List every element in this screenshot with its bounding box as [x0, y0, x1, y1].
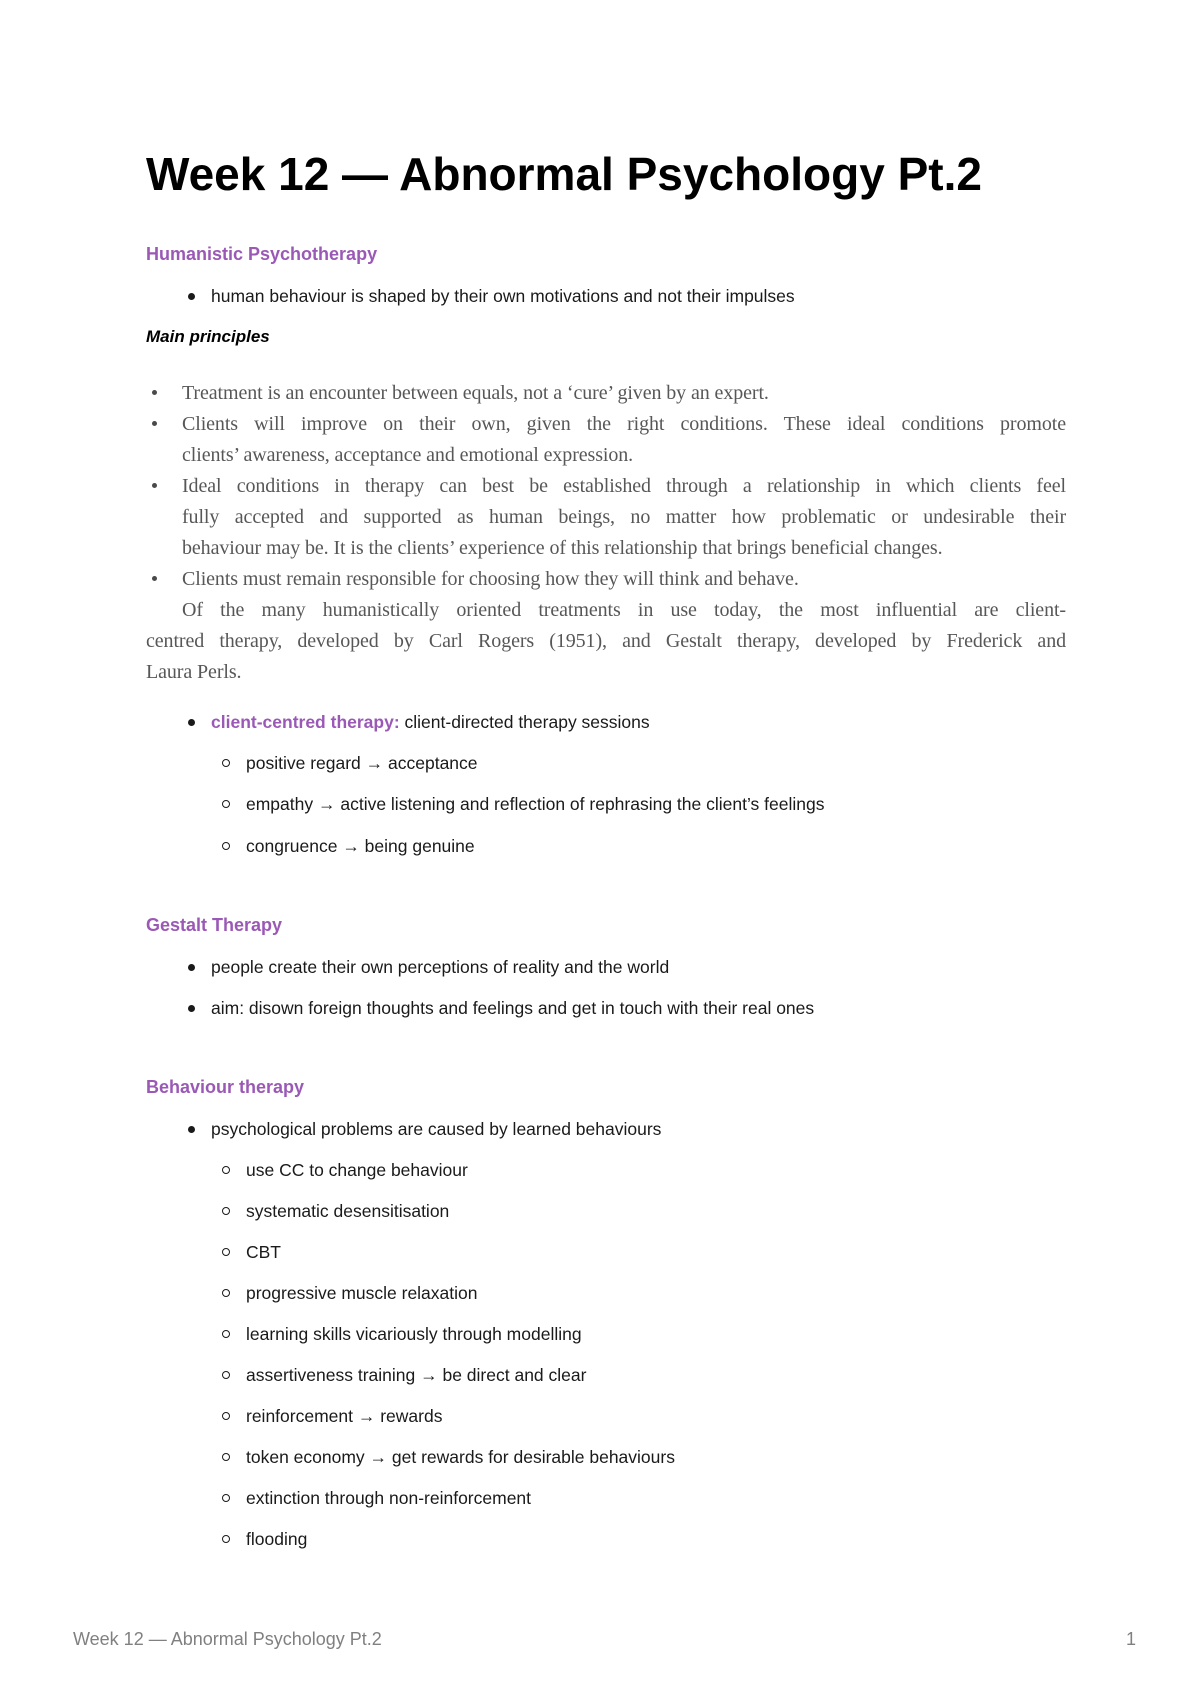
- list-item: [211, 284, 795, 308]
- bullet-icon: [222, 842, 230, 850]
- list-item: [246, 1527, 307, 1551]
- excerpt-line: Ideal conditions in therapy can best be established through a relationship in which clients feel: [182, 475, 1066, 497]
- excerpt-line: clients’ awareness, acceptance and emotional expression.: [182, 444, 634, 466]
- list-item: [246, 834, 475, 858]
- page-number: 1: [1125, 1629, 1136, 1649]
- list-item-text: reinforcement → rewards: [246, 1406, 443, 1426]
- list-item: [246, 751, 478, 775]
- bullet-icon: [222, 1166, 230, 1174]
- term-label: client-centred therapy:: [211, 712, 400, 732]
- bullet-icon: [222, 1248, 230, 1256]
- list-item-text: psychological problems are caused by learned behaviours: [211, 1119, 662, 1139]
- list-item: [246, 792, 824, 816]
- list-item-text: human behaviour is shaped by their own motivations and not their impulses: [211, 286, 795, 306]
- section-heading-gestalt: Gestalt Therapy: [146, 915, 283, 935]
- bullet-icon: [188, 1126, 195, 1133]
- bullet-icon: [188, 1005, 195, 1012]
- bullet-icon: [222, 1330, 230, 1338]
- list-item-text: assertiveness training → be direct and clear: [246, 1365, 587, 1385]
- section-heading-behaviour: Behaviour therapy: [146, 1077, 305, 1097]
- list-item: [246, 1322, 582, 1346]
- list-item: [246, 1445, 675, 1469]
- textbook-excerpt-image: [146, 378, 1066, 688]
- subheading-main-principles: Main principles: [146, 327, 270, 346]
- list-item-text: extinction through non-reinforcement: [246, 1488, 532, 1508]
- section-heading-humanistic: Humanistic Psychotherapy: [146, 244, 378, 264]
- list-item-text: aim: disown foreign thoughts and feelings and get in touch with their real ones: [211, 998, 815, 1018]
- bullet-icon: [222, 1494, 230, 1502]
- bullet-icon: [188, 719, 195, 726]
- list-item: [246, 1199, 449, 1223]
- list-item-text: CBT: [246, 1242, 281, 1262]
- list-item: [246, 1404, 442, 1428]
- list-item: [211, 955, 669, 979]
- footer-title: Week 12 — Abnormal Psychology Pt.2: [73, 1629, 382, 1649]
- list-item-text: empathy → active listening and reflection of rephrasing the client’s feelings: [246, 794, 825, 814]
- excerpt-line: Laura Perls.: [146, 661, 242, 683]
- bullet-icon: [152, 421, 157, 426]
- excerpt-bullet: [146, 564, 1066, 595]
- list-item: [246, 1363, 586, 1387]
- excerpt-line: Clients must remain responsible for choosing how they will think and behave.: [182, 568, 799, 590]
- excerpt-line: behaviour may be. It is the clients’ experience of this relationship that brings beneficial changes.: [182, 537, 943, 559]
- list-item-text: positive regard → acceptance: [246, 753, 478, 773]
- list-item: [211, 1117, 661, 1141]
- list-item: [246, 1158, 468, 1182]
- list-item-text: people create their own perceptions of reality and the world: [211, 957, 670, 977]
- excerpt-bullet: [146, 378, 1066, 409]
- page-title: Week 12 — Abnormal Psychology Pt.2: [146, 148, 982, 200]
- list-item-text: token economy → get rewards for desirable behaviours: [246, 1447, 675, 1467]
- excerpt-line: Of the many humanistically oriented treatments in use today, the most influential are client-: [182, 599, 1066, 621]
- list-item-client-centred: [211, 710, 650, 734]
- bullet-icon: [222, 800, 230, 808]
- excerpt-bullet: [146, 409, 1066, 471]
- bullet-icon: [152, 390, 157, 395]
- list-item: [246, 1281, 478, 1305]
- excerpt-bullet: [146, 471, 1066, 564]
- bullet-icon: [152, 576, 157, 581]
- bullet-icon: [188, 293, 195, 300]
- excerpt-line: centred therapy, developed by Carl Rogers (1951), and Gestalt therapy, developed by Frederick and: [146, 630, 1066, 652]
- list-item-text: flooding: [246, 1529, 308, 1549]
- list-item-text: client-directed therapy sessions: [399, 712, 650, 732]
- bullet-icon: [222, 1371, 230, 1379]
- list-item: [211, 996, 814, 1020]
- excerpt-line: Treatment is an encounter between equals, not a ‘cure’ given by an expert.: [182, 382, 769, 404]
- bullet-icon: [152, 483, 157, 488]
- list-item-text: progressive muscle relaxation: [246, 1283, 478, 1303]
- list-item-text: use CC to change behaviour: [246, 1160, 468, 1180]
- bullet-icon: [222, 1207, 230, 1215]
- bullet-icon: [222, 1412, 230, 1420]
- list-item-text: congruence → being genuine: [246, 836, 475, 856]
- bullet-icon: [222, 759, 230, 767]
- excerpt-line: fully accepted and supported as human beings, no matter how problematic or undesirable their: [182, 506, 1066, 528]
- bullet-icon: [222, 1453, 230, 1461]
- list-item: [246, 1486, 531, 1510]
- list-item-text: learning skills vicariously through modelling: [246, 1324, 582, 1344]
- bullet-icon: [188, 964, 195, 971]
- list-item: [246, 1240, 281, 1264]
- bullet-icon: [222, 1289, 230, 1297]
- bullet-icon: [222, 1535, 230, 1543]
- list-item-text: systematic desensitisation: [246, 1201, 450, 1221]
- excerpt-line: Clients will improve on their own, given the right conditions. These ideal conditions promote: [182, 413, 1066, 435]
